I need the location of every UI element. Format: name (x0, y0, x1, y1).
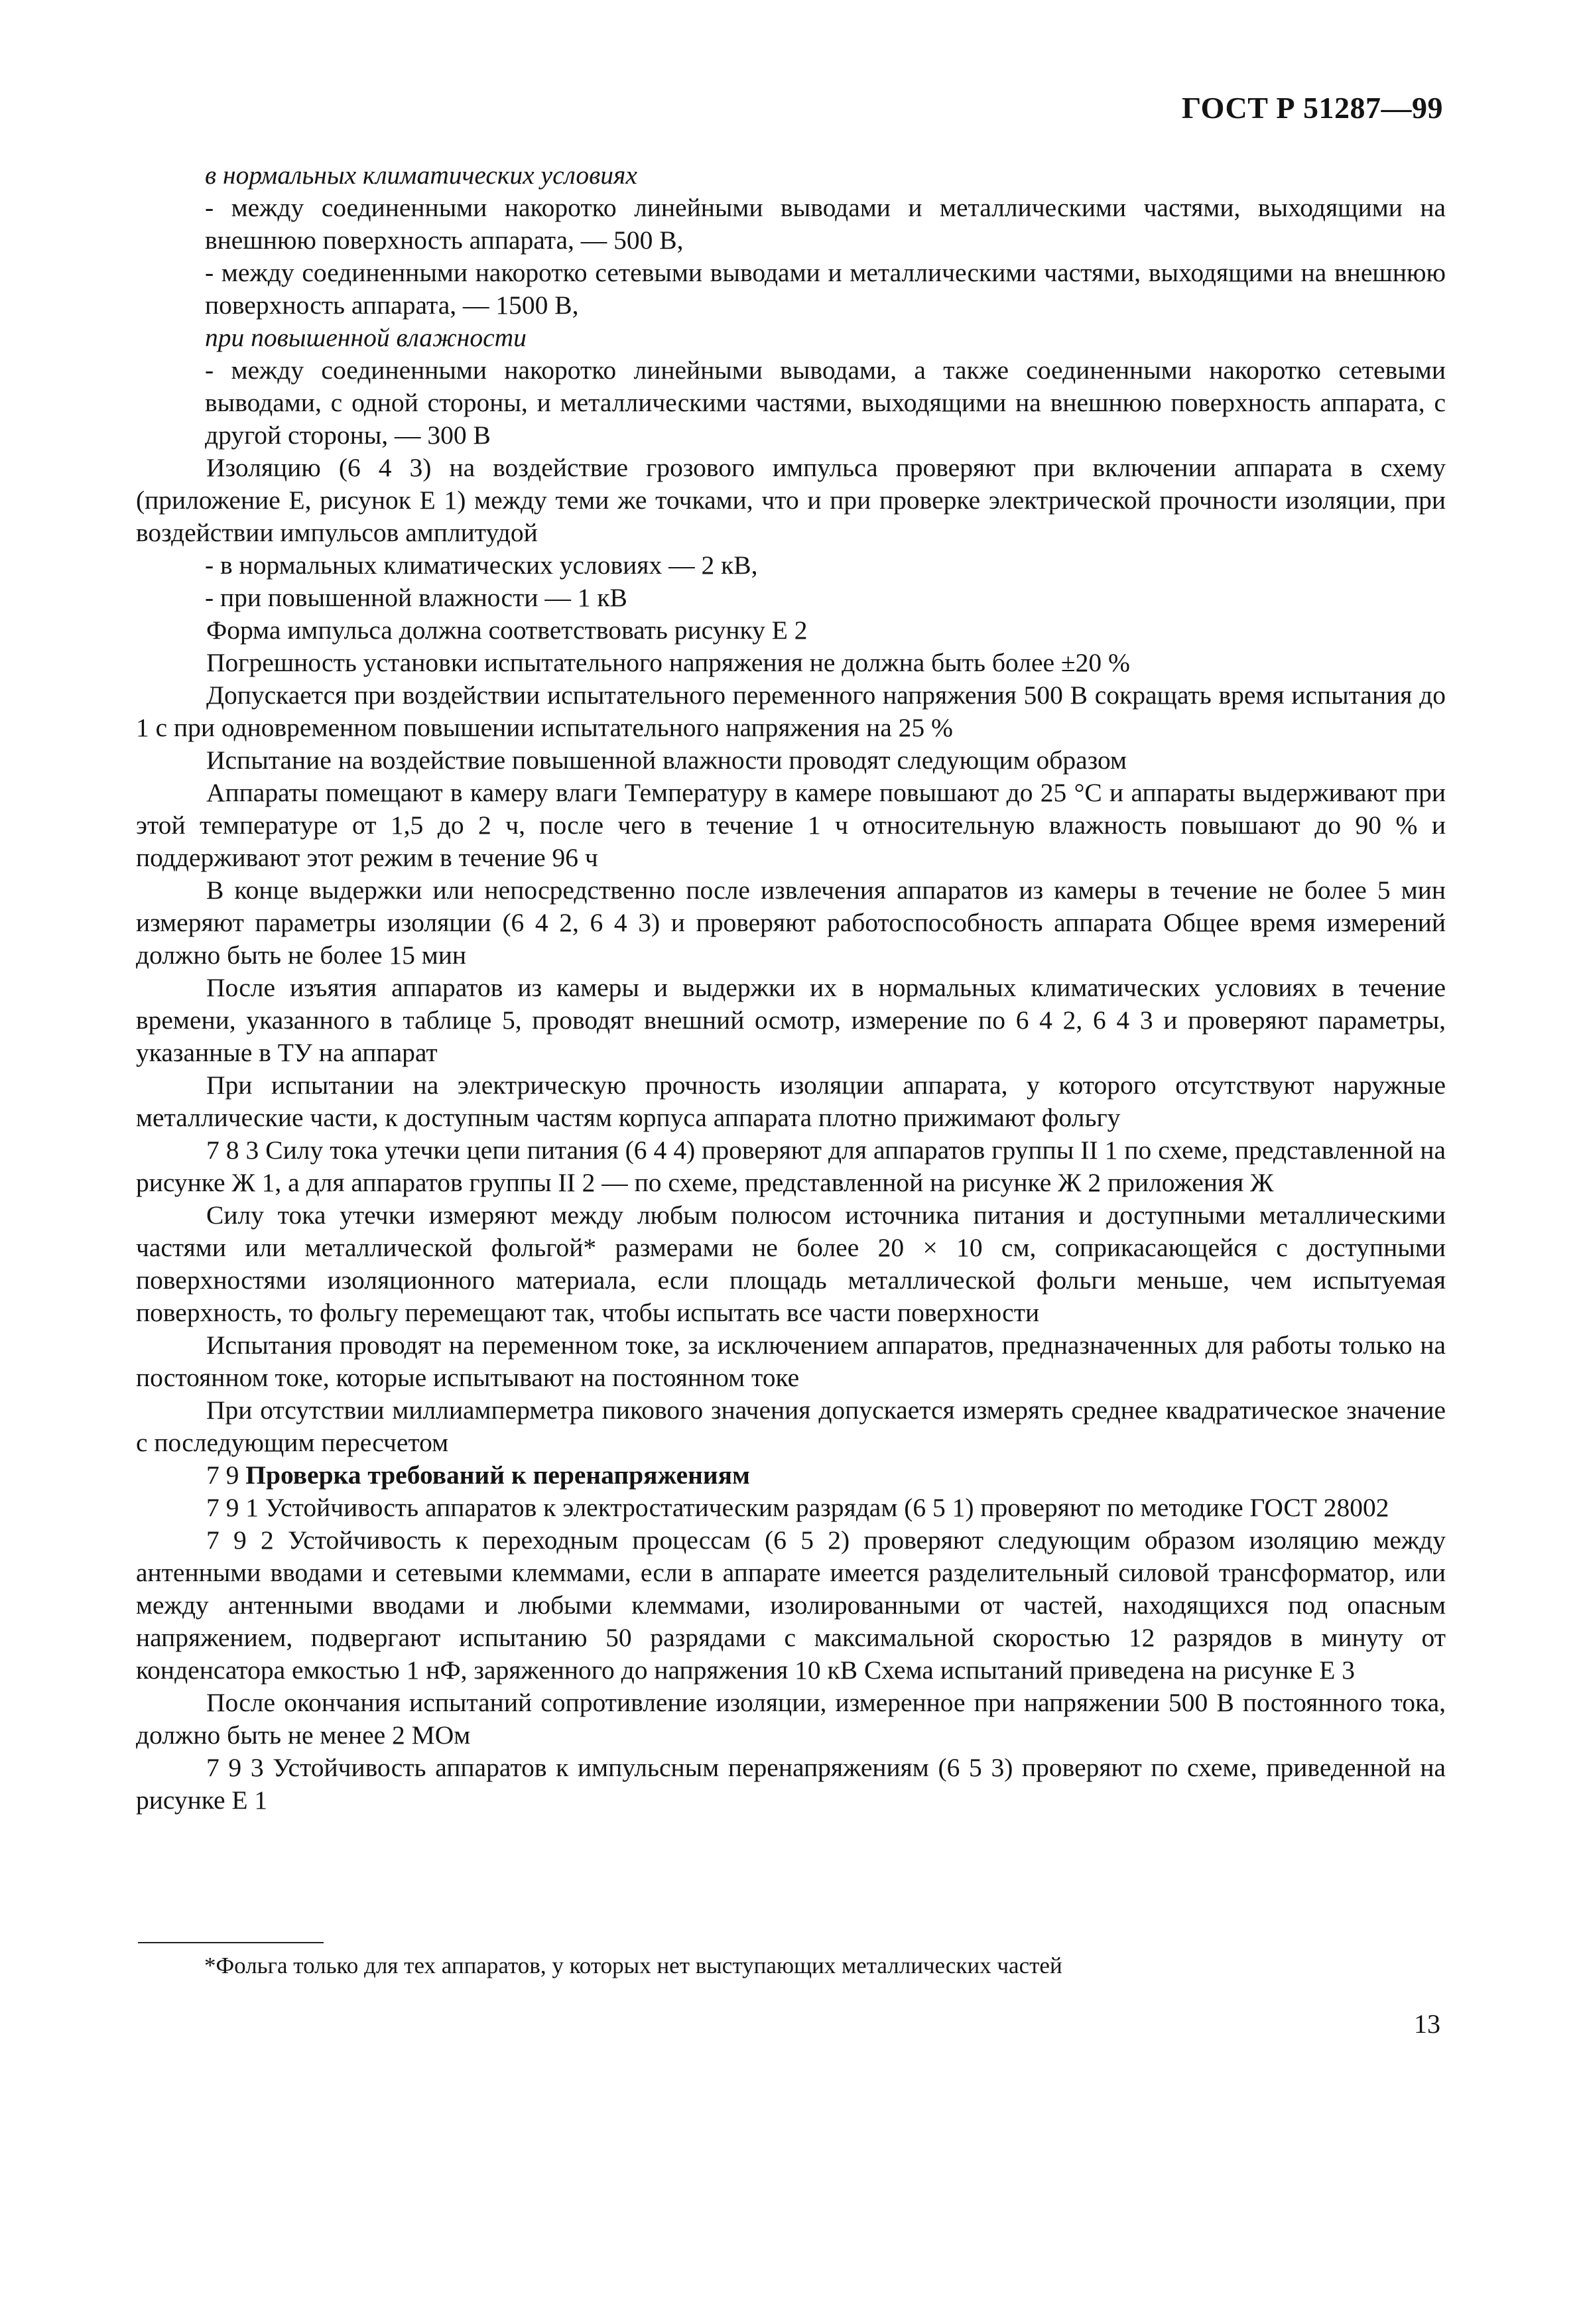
paragraph: 7 9 3 Устойчивость аппаратов к импульсным перенапряжениям (6 5 3) проверяют по схеме, приведенной на рисунке Е 1 (136, 1753, 1446, 1815)
paragraph: - в нормальных климатических условиях — 2 кВ, (205, 550, 758, 580)
paragraph: После окончания испытаний сопротивление изоляции, измеренное при напряжении 500 В постоянного тока, должно быть не менее 2 МОм (136, 1688, 1446, 1750)
document-header: ГОСТ Р 51287—99 (1182, 91, 1443, 125)
paragraph: Допускается при воздействии испытательного переменного напряжения 500 В сокращать время испытания до 1 с при одновременном повышении испытательного напряжения на 25 % (136, 680, 1446, 742)
paragraph: В конце выдержки или непосредственно после извлечения аппаратов из камеры в течение не более 5 мин измеряют параметры изоляции (6 4 2, 6 4 3) и проверяют работоспособность аппарата Общее время измерений должно быть не более 15 мин (136, 875, 1446, 970)
paragraph: 7 8 3 Силу тока утечки цепи питания (6 4 4) проверяют для аппаратов группы II 1 по схеме, представленной на рисунке Ж 1, а для аппаратов группы II 2 — по схеме, представленной на рисунке Ж 2 приложения Ж (136, 1135, 1446, 1197)
paragraph: Аппараты помещают в камеру влаги Температуру в камере повышают до 25 °С и аппараты выдерживают при этой температуре от 1,5 до 2 ч, после чего в течение 1 ч относительную влажность повышают до 90 % и поддерживают этот режим в течение 96 ч (136, 778, 1446, 872)
paragraph: - между соединенными накоротко линейными выводами и металлическими частями, выходящими на внешнюю поверхность аппарата, — 500 В, (205, 193, 1446, 255)
paragraph: При испытании на электрическую прочность изоляции аппарата, у которого отсутствуют наружные металлические части, к доступным частям корпуса аппарата плотно прижимают фольгу (136, 1070, 1446, 1132)
paragraph: Силу тока утечки измеряют между любым полюсом источника питания и доступными металлическими частями или металлической фольгой* размерами не более 20 × 10 см, соприкасающейся с доступными поверхностями изоляционного материала, если площадь металлической фольги меньше, чем испытуемая поверхность, то фольгу перемещают так, чтобы испытать все части поверхности (136, 1200, 1446, 1327)
section-title: Проверка требований к перенапряжениям (245, 1460, 750, 1490)
paragraph: 7 9 2 Устойчивость к переходным процессам (6 5 2) проверяют следующим образом изоляцию между антенными вводами и сетевыми клеммами, если в аппарате имеется разделительный силовой трансформатор, или между антенными вводами и любыми клеммами, изолированными от частей, находящихся под опасным напряжением, подвергают испытанию 50 разрядами с максимальной скоростью 12 разрядов в минуту от конденсатора емкостью 1 нФ, заряженного до напряжения 10 кВ Схема испытаний приведена на рисунке Е 3 (136, 1525, 1446, 1685)
paragraph: - между соединенными накоротко сетевыми выводами и металлическими частями, выходящими на внешнюю поверхность аппарата, — 1500 В, (205, 258, 1446, 320)
paragraph: 7 9 1 Устойчивость аппаратов к электростатическим разрядам (6 5 1) проверяют по методике ГОСТ 28002 (206, 1493, 1389, 1522)
footnote-divider (138, 1942, 324, 1943)
paragraph: Погрешность установки испытательного напряжения не должна быть более ±20 % (206, 648, 1130, 677)
paragraph: - между соединенными накоротко линейными выводами, а также соединенными накоротко сетевыми выводами, с одной стороны, и металлическими частями, выходящими на внешнюю поверхность аппарата, с другой стороны, — 300 В (205, 355, 1446, 450)
footnote: *Фольга только для тех аппаратов, у которых нет выступающих металлических частей (204, 1953, 1062, 1978)
paragraph: в нормальных климатических условиях (205, 161, 637, 190)
paragraph: Испытание на воздействие повышенной влажности проводят следующим образом (206, 745, 1127, 775)
page-body (136, 159, 1446, 1817)
paragraph: при повышенной влажности (205, 323, 527, 352)
page-number: 13 (1414, 2009, 1440, 2039)
paragraph: Испытания проводят на переменном токе, за исключением аппаратов, предназначенных для работы только на постоянном токе, которые испытывают на постоянном токе (136, 1330, 1446, 1392)
paragraph: - при повышенной влажности — 1 кВ (205, 583, 627, 612)
paragraph: При отсутствии миллиамперметра пикового значения допускается измерять среднее квадратическое значение с последующим пересчетом (136, 1395, 1446, 1457)
section-number: 7 9 (206, 1460, 239, 1490)
paragraph: После изъятия аппаратов из камеры и выдержки их в нормальных климатических условиях в течение времени, указанного в таблице 5, проводят внешний осмотр, измерение по 6 4 2, 6 4 3 и проверяют параметры, указанные в ТУ на аппарат (136, 973, 1446, 1067)
paragraph: Изоляцию (6 4 3) на воздействие грозового импульса проверяют при включении аппарата в схему (приложение Е, рисунок Е 1) между теми же точками, что и при проверке электрической прочности изоляции, при воздействии импульсов амплитудой (136, 453, 1446, 547)
section-heading (136, 1459, 1446, 1492)
paragraph: Форма импульса должна соответствовать рисунку Е 2 (206, 615, 808, 645)
